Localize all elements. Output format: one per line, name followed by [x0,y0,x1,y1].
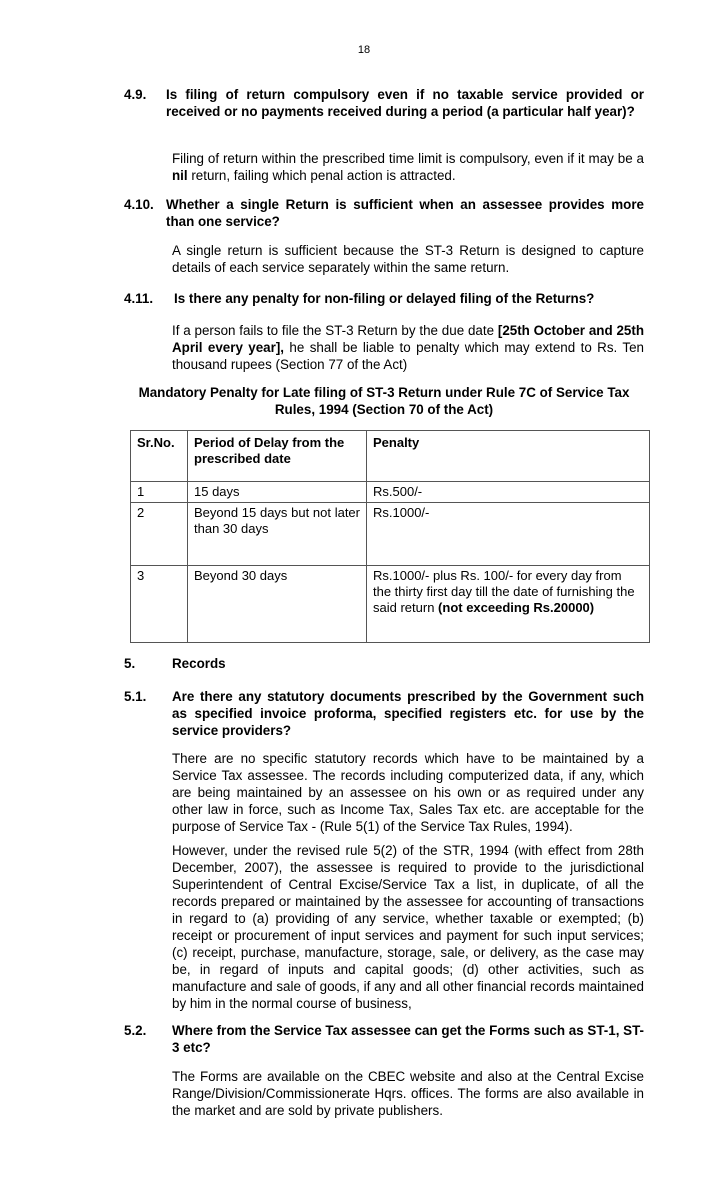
cell-sr: 3 [131,566,188,643]
answer-text: However, under the revised rule 5(2) of the STR, 1994 (with effect from 28th December, 2007), the assessee is required to provide to the jurisdictional Superintendent of Central Excise/Service Tax a list, in duplicate, of all the records prepared or maintained by the assessee for accounting of transactions in regard to (a) providing of any service, whether taxable or exempted; (b) receipt or procurement of input services and payment for such input services; (c) receipt, purchase, manufacture, storage, sale, or delivery, as the case may be, in regard of inputs and capital goods; (d) other activities, such as manufacture and sale of goods, if any and all other financial records maintained by him in the normal course of business, [172,843,644,1011]
cell-sr: 1 [131,482,188,503]
answer-bold-text: nil [172,168,188,183]
answer-text-part: he shall be liable to penalty which may extend to Rs. Ten thousand rupees (Section 77 of the Act) [172,340,644,372]
header-cell: Sr.No. [131,431,188,482]
page-number: 18 [357,44,371,56]
section-number: 5. [124,656,136,671]
cell-penalty [367,566,650,643]
table-row [131,482,650,503]
answer-text: There are no specific statutory records which have to be maintained by a Service Tax assessee. The records including computerized data, if any, which are being maintained by an assessee on his own or as required under any other law in force, such as Income Tax, Sales Tax etc. are acceptable for the purpose of Service Tax - (Rule 5(1) of the Service Tax Rules, 1994). [172,751,644,834]
table-heading: Mandatory Penalty for Late filing of ST-3 Return under Rule 7C of Service Tax Rules, 1994 (Section 70 of the Act) [138,385,630,417]
cell-penalty-text: Rs.1000/- plus Rs. 100/- for every day from the thirty first day till the date of furnishing the said return [373,568,635,615]
answer-text-part: Filing of return within the prescribed time limit is compulsory, even if it may be a [172,151,644,166]
header-cell: Penalty [367,431,650,482]
cell-penalty-bold: (not exceeding Rs.20000) [438,600,595,615]
cell-period: 15 days [188,482,367,503]
cell-period: Beyond 15 days but not later than 30 days [188,503,367,566]
answer-text: A single return is sufficient because the ST-3 Return is designed to capture details of each service separately within the same return. [172,243,644,275]
section-title: Records [172,656,226,671]
cell-period: Beyond 30 days [188,566,367,643]
question-number: 4.9. [124,87,147,102]
answer-bold-text: [25th October and 25th April every year], [172,323,644,355]
answer-text [172,322,644,373]
answer-text-part: If a person fails to file the ST-3 Return by the due date [172,323,498,338]
table-row [131,503,650,566]
question-number: 4.10. [124,197,154,212]
question-text: Whether a single Return is sufficient when an assessee provides more than one service? [166,197,644,229]
table-row [131,566,650,643]
answer-text-part: return, failing which penal action is attracted. [187,168,456,183]
table-header-row [131,431,650,482]
answer-text [172,150,644,184]
cell-penalty: Rs.500/- [367,482,650,503]
question-number: 4.11. [124,291,154,306]
cell-penalty: Rs.1000/- [367,503,650,566]
question-text: Where from the Service Tax assessee can get the Forms such as ST-1, ST-3 etc? [172,1023,644,1055]
penalty-table [130,430,650,643]
header-cell: Period of Delay from the prescribed date [188,431,367,482]
question-number: 5.2. [124,1023,147,1038]
question-text: Is there any penalty for non-filing or delayed filing of the Returns? [174,291,595,306]
question-text: Are there any statutory documents prescribed by the Government such as specified invoice proforma, specified registers etc. for use by the service providers? [172,689,644,738]
question-text: Is filing of return compulsory even if no taxable service provided or received or no payments received during a period (a particular half year)? [166,87,644,119]
question-number: 5.1. [124,689,147,704]
answer-text: The Forms are available on the CBEC website and also at the Central Excise Range/Division/Commissionerate Hqrs. offices. The forms are also available in the market and are sold by private publishers. [172,1069,644,1118]
cell-sr: 2 [131,503,188,566]
